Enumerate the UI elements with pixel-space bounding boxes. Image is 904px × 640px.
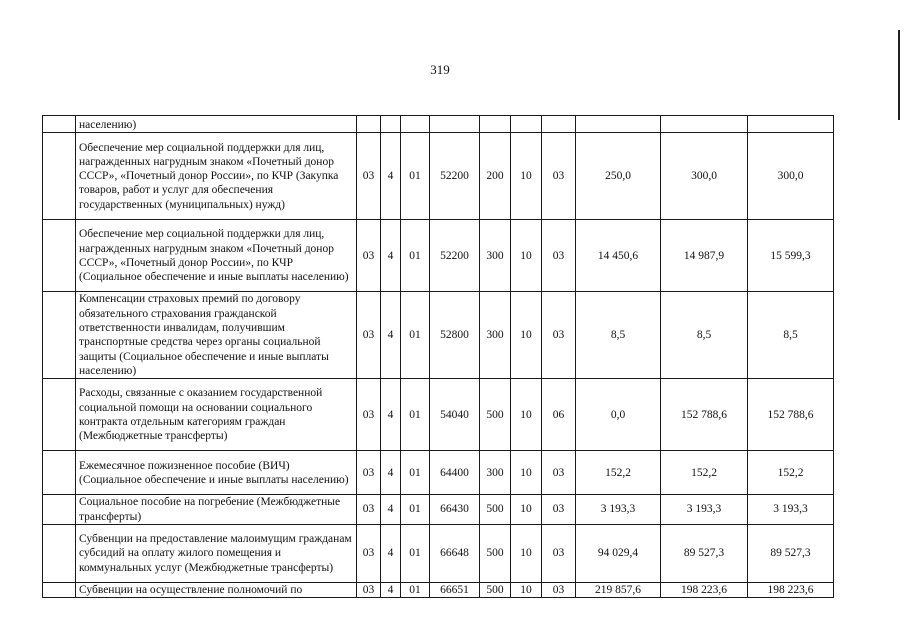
article-name: Компенсации страховых премий по договору обязательного страхования гражданской ответственности инвалидам, получившим транспортные средства через органы социальной защиты (Социальное обеспечение и иные выплаты населению): [76, 292, 357, 379]
table-row: [43, 495, 834, 525]
code-cell: [511, 116, 542, 133]
code-cell: 01: [401, 379, 430, 451]
code-cell: 03: [357, 582, 381, 597]
amount-cell: 15 599,3: [748, 220, 834, 292]
amount-cell: 3 193,3: [576, 495, 661, 525]
article-name: Ежемесячное пожизненное пособие (ВИЧ) (Социальное обеспечение и иные выплаты населению): [76, 451, 357, 495]
code-cell: 01: [401, 292, 430, 379]
code-cell: 03: [542, 495, 576, 525]
article-name: Обеспечение мер социальной поддержки для лиц, награжденных нагрудным знаком «Почетный донор СССР», «Почетный донор России», по КЧР (Социальное обеспечение и иные выплаты населению): [76, 220, 357, 292]
code-cell: 10: [511, 292, 542, 379]
code-cell: [381, 116, 401, 133]
amount-cell: 8,5: [576, 292, 661, 379]
article-name: Расходы, связанные с оказанием государственной социальной помощи на основании социального контракта отдельным категориям граждан (Межбюджетные трансферты): [76, 379, 357, 451]
row-marker-cell: [43, 116, 76, 133]
code-cell: 03: [357, 451, 381, 495]
code-cell: 01: [401, 495, 430, 525]
code-cell: 52800: [430, 292, 480, 379]
article-name: населению): [76, 116, 357, 133]
row-marker-cell: [43, 220, 76, 292]
code-cell: 03: [542, 292, 576, 379]
amount-cell: 250,0: [576, 133, 661, 220]
table-row: [43, 451, 834, 495]
code-cell: 4: [381, 292, 401, 379]
amount-cell: 152 788,6: [661, 379, 748, 451]
amount-cell: 8,5: [748, 292, 834, 379]
code-cell: 500: [480, 495, 511, 525]
table-row: [43, 133, 834, 220]
code-cell: 10: [511, 495, 542, 525]
code-cell: 4: [381, 379, 401, 451]
table-row: [43, 379, 834, 451]
row-marker-cell: [43, 451, 76, 495]
amount-cell: 8,5: [661, 292, 748, 379]
row-marker-cell: [43, 292, 76, 379]
amount-cell: 152,2: [576, 451, 661, 495]
code-cell: [542, 116, 576, 133]
amount-cell: [748, 116, 834, 133]
amount-cell: 152,2: [661, 451, 748, 495]
code-cell: 4: [381, 220, 401, 292]
code-cell: [430, 116, 480, 133]
amount-cell: 89 527,3: [661, 524, 748, 582]
code-cell: 4: [381, 495, 401, 525]
code-cell: 52200: [430, 133, 480, 220]
code-cell: 200: [480, 133, 511, 220]
code-cell: 01: [401, 133, 430, 220]
amount-cell: 198 223,6: [748, 582, 834, 597]
code-cell: 03: [542, 524, 576, 582]
code-cell: 500: [480, 379, 511, 451]
code-cell: 66648: [430, 524, 480, 582]
code-cell: [480, 116, 511, 133]
code-cell: 03: [357, 220, 381, 292]
code-cell: 300: [480, 220, 511, 292]
code-cell: 06: [542, 379, 576, 451]
code-cell: 03: [357, 292, 381, 379]
article-name: Субвенции на предоставление малоимущим гражданам субсидий на оплату жилого помещения и коммунальных услуг (Межбюджетные трансферты): [76, 524, 357, 582]
budget-table: [42, 115, 834, 598]
table-row: [43, 292, 834, 379]
amount-cell: 219 857,6: [576, 582, 661, 597]
row-marker-cell: [43, 133, 76, 220]
code-cell: 4: [381, 582, 401, 597]
code-cell: 64400: [430, 451, 480, 495]
amount-cell: [661, 116, 748, 133]
amount-cell: 152 788,6: [748, 379, 834, 451]
code-cell: 03: [542, 133, 576, 220]
article-name: Обеспечение мер социальной поддержки для лиц, награжденных нагрудным знаком «Почетный донор СССР», «Почетный донор России», по КЧР (Закупка товаров, работ и услуг для обеспечения государственных (муниципальных) нужд): [76, 133, 357, 220]
code-cell: 03: [542, 220, 576, 292]
code-cell: [357, 116, 381, 133]
code-cell: 10: [511, 220, 542, 292]
article-name: Социальное пособие на погребение (Межбюджетные трансферты): [76, 495, 357, 525]
code-cell: 10: [511, 451, 542, 495]
table-row: [43, 116, 834, 133]
table-row: [43, 220, 834, 292]
code-cell: [401, 116, 430, 133]
code-cell: 10: [511, 582, 542, 597]
amount-cell: 3 193,3: [661, 495, 748, 525]
code-cell: 66430: [430, 495, 480, 525]
code-cell: 10: [511, 524, 542, 582]
code-cell: 01: [401, 220, 430, 292]
code-cell: 03: [357, 133, 381, 220]
code-cell: 01: [401, 451, 430, 495]
code-cell: 300: [480, 451, 511, 495]
code-cell: 4: [381, 451, 401, 495]
code-cell: 10: [511, 379, 542, 451]
scan-edge-line: [898, 30, 900, 120]
code-cell: 01: [401, 524, 430, 582]
amount-cell: 94 029,4: [576, 524, 661, 582]
article-name: Субвенции на осуществление полномочий по: [76, 582, 357, 597]
code-cell: 52200: [430, 220, 480, 292]
code-cell: 10: [511, 133, 542, 220]
row-marker-cell: [43, 495, 76, 525]
amount-cell: 198 223,6: [661, 582, 748, 597]
amount-cell: 0,0: [576, 379, 661, 451]
code-cell: 03: [542, 582, 576, 597]
row-marker-cell: [43, 524, 76, 582]
page-number: 319: [430, 62, 450, 77]
code-cell: 01: [401, 582, 430, 597]
table-row: [43, 582, 834, 597]
code-cell: 03: [357, 379, 381, 451]
code-cell: 4: [381, 524, 401, 582]
table-row: [43, 524, 834, 582]
amount-cell: 14 450,6: [576, 220, 661, 292]
code-cell: 300: [480, 292, 511, 379]
code-cell: 03: [357, 495, 381, 525]
code-cell: 03: [542, 451, 576, 495]
code-cell: 4: [381, 133, 401, 220]
row-marker-cell: [43, 379, 76, 451]
amount-cell: 152,2: [748, 451, 834, 495]
amount-cell: 89 527,3: [748, 524, 834, 582]
code-cell: 66651: [430, 582, 480, 597]
code-cell: 54040: [430, 379, 480, 451]
amount-cell: 300,0: [661, 133, 748, 220]
amount-cell: 300,0: [748, 133, 834, 220]
code-cell: 03: [357, 524, 381, 582]
code-cell: 500: [480, 582, 511, 597]
row-marker-cell: [43, 582, 76, 597]
amount-cell: [576, 116, 661, 133]
amount-cell: 14 987,9: [661, 220, 748, 292]
amount-cell: 3 193,3: [748, 495, 834, 525]
code-cell: 500: [480, 524, 511, 582]
